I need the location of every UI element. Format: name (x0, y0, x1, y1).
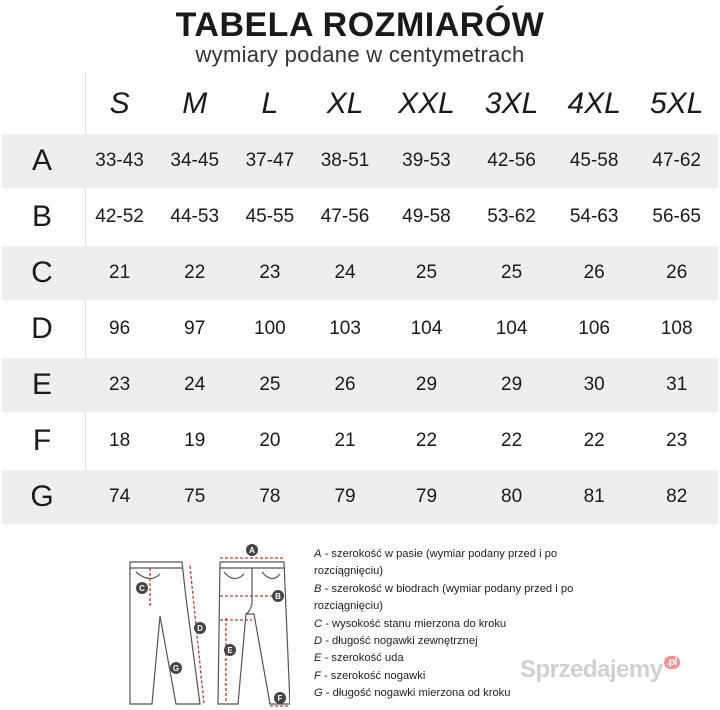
table-row (2, 302, 718, 356)
legend-text: - szerokość w biodrach (wymiar podany przed i po rozciągnięciu) (314, 582, 574, 613)
table-cell: 104 (495, 318, 528, 339)
table-cell: 24 (157, 358, 232, 412)
table-cell: 79 (307, 470, 382, 524)
legend-item (314, 685, 604, 702)
table-cell: 45-58 (553, 134, 636, 188)
legend-item (314, 616, 604, 633)
table-cell: 45-55 (245, 206, 295, 227)
table-cell: 26 (307, 358, 382, 412)
table-cell: 30 (553, 358, 636, 412)
legend-text: - długość nogawki zewnętrznej (322, 635, 478, 648)
table-cell: 23 (666, 430, 688, 451)
table-cell: 22 (583, 430, 605, 451)
table-row (2, 414, 718, 468)
table-row (2, 134, 718, 188)
size-header: 5XL (650, 87, 704, 120)
size-header: L (261, 87, 279, 120)
marker-letter: A (249, 546, 255, 555)
legend-item (314, 633, 604, 650)
table-cell: 54-63 (569, 206, 619, 227)
table-cell: 33-43 (82, 134, 157, 188)
trousers-front-view (218, 562, 290, 704)
table-cell: 21 (82, 246, 157, 300)
table-cell: 79 (383, 470, 471, 524)
measurement-guide (0, 528, 720, 707)
table-cell: 22 (157, 246, 232, 300)
legend-text: - wysokość stanu mierzona do kroku (322, 617, 507, 630)
header-corner (2, 76, 82, 132)
legend-text: - szerokość nogawki (320, 669, 426, 682)
table-cell: 25 (383, 246, 471, 300)
table-cell: 44-53 (170, 206, 220, 227)
marker-letter: B (275, 592, 281, 601)
table-cell: 26 (635, 246, 718, 300)
row-label: G (2, 470, 82, 524)
page-subtitle: wymiary podane w centymetrach (195, 42, 525, 67)
size-header: XL (326, 87, 364, 120)
table-cell: 56-65 (652, 206, 701, 227)
size-header: XXL (398, 87, 455, 120)
table-cell: 81 (553, 470, 636, 524)
table-row (2, 470, 718, 524)
table-cell: 53-62 (487, 206, 536, 227)
watermark-logo (520, 656, 680, 684)
legend-letter: D (314, 635, 323, 648)
table-cell: 96 (109, 318, 131, 339)
table-cell: 47-62 (635, 134, 718, 188)
trousers-diagram (120, 538, 290, 710)
table-cell: 47-56 (320, 206, 370, 227)
table-cell: 34-45 (157, 134, 232, 188)
table-cell: 108 (660, 318, 693, 339)
table-cell: 20 (259, 430, 281, 451)
size-header: 3XL (484, 87, 539, 120)
legend-letter: G (314, 687, 323, 700)
table-cell: 39-53 (383, 134, 471, 188)
legend-letter: E (314, 652, 322, 665)
size-header: M (182, 87, 208, 120)
table-cell: 42-56 (470, 134, 553, 188)
marker-letter: D (197, 624, 203, 633)
table-cell: 38-51 (307, 134, 382, 188)
table-cell: 78 (232, 470, 307, 524)
table-cell: 23 (82, 358, 157, 412)
table-cell: 22 (415, 430, 438, 451)
watermark-text: Sprzedajemy (520, 656, 663, 683)
row-label: D (31, 312, 53, 345)
table-cell: 42-52 (95, 206, 144, 227)
legend-letter: B (314, 582, 322, 595)
table-cell: 104 (410, 318, 443, 339)
legend-letter: F (314, 669, 321, 682)
table-cell: 29 (470, 358, 553, 412)
row-label: A (2, 134, 82, 188)
legend-letter: C (314, 617, 323, 630)
legend-letter: A (314, 548, 322, 560)
marker-letter: F (277, 694, 283, 703)
table-cell: 29 (383, 358, 471, 412)
table-cell: 22 (501, 430, 523, 451)
table-cell: 19 (184, 430, 206, 451)
size-table (2, 74, 718, 526)
legend-text: - długość nogawki mierzona od kroku (322, 687, 511, 700)
row-label: F (32, 424, 52, 457)
marker-letter: C (139, 584, 145, 593)
table-cell: 97 (184, 318, 206, 339)
row-label: E (2, 358, 82, 412)
page-title: TABELA ROZMIARÓW (175, 6, 545, 44)
table-cell: 24 (307, 246, 382, 300)
table-cell: 37-47 (232, 134, 307, 188)
table-cell: 106 (578, 318, 610, 339)
table-cell: 26 (553, 246, 636, 300)
table-cell: 74 (82, 470, 157, 524)
size-header-row (2, 76, 718, 132)
table-cell: 49-58 (402, 206, 451, 227)
marker-letter: E (227, 646, 233, 655)
table-row (2, 358, 718, 412)
watermark-badge: .pl (664, 656, 680, 669)
table-row (2, 190, 718, 244)
legend-item (314, 581, 604, 616)
legend-text: - szerokość w pasie (wymiar podany przed i po rozciągnięciu) (314, 548, 558, 578)
table-cell: 18 (109, 430, 131, 451)
table-cell: 21 (334, 430, 356, 451)
size-header: S (109, 87, 130, 120)
row-label: C (2, 246, 82, 300)
table-cell: 80 (470, 470, 553, 524)
legend-text: - szerokość uda (321, 652, 404, 665)
marker-letter: G (172, 664, 180, 673)
table-cell: 25 (470, 246, 553, 300)
table-cell: 100 (254, 318, 286, 339)
table-cell: 31 (635, 358, 718, 412)
table-cell: 82 (635, 470, 718, 524)
table-cell: 23 (232, 246, 307, 300)
table-cell: 103 (329, 318, 361, 339)
legend-item (314, 546, 604, 581)
table-cell: 25 (232, 358, 307, 412)
table-row (2, 246, 718, 300)
size-header: 4XL (567, 87, 621, 120)
row-label: B (31, 200, 52, 233)
table-cell: 75 (157, 470, 232, 524)
